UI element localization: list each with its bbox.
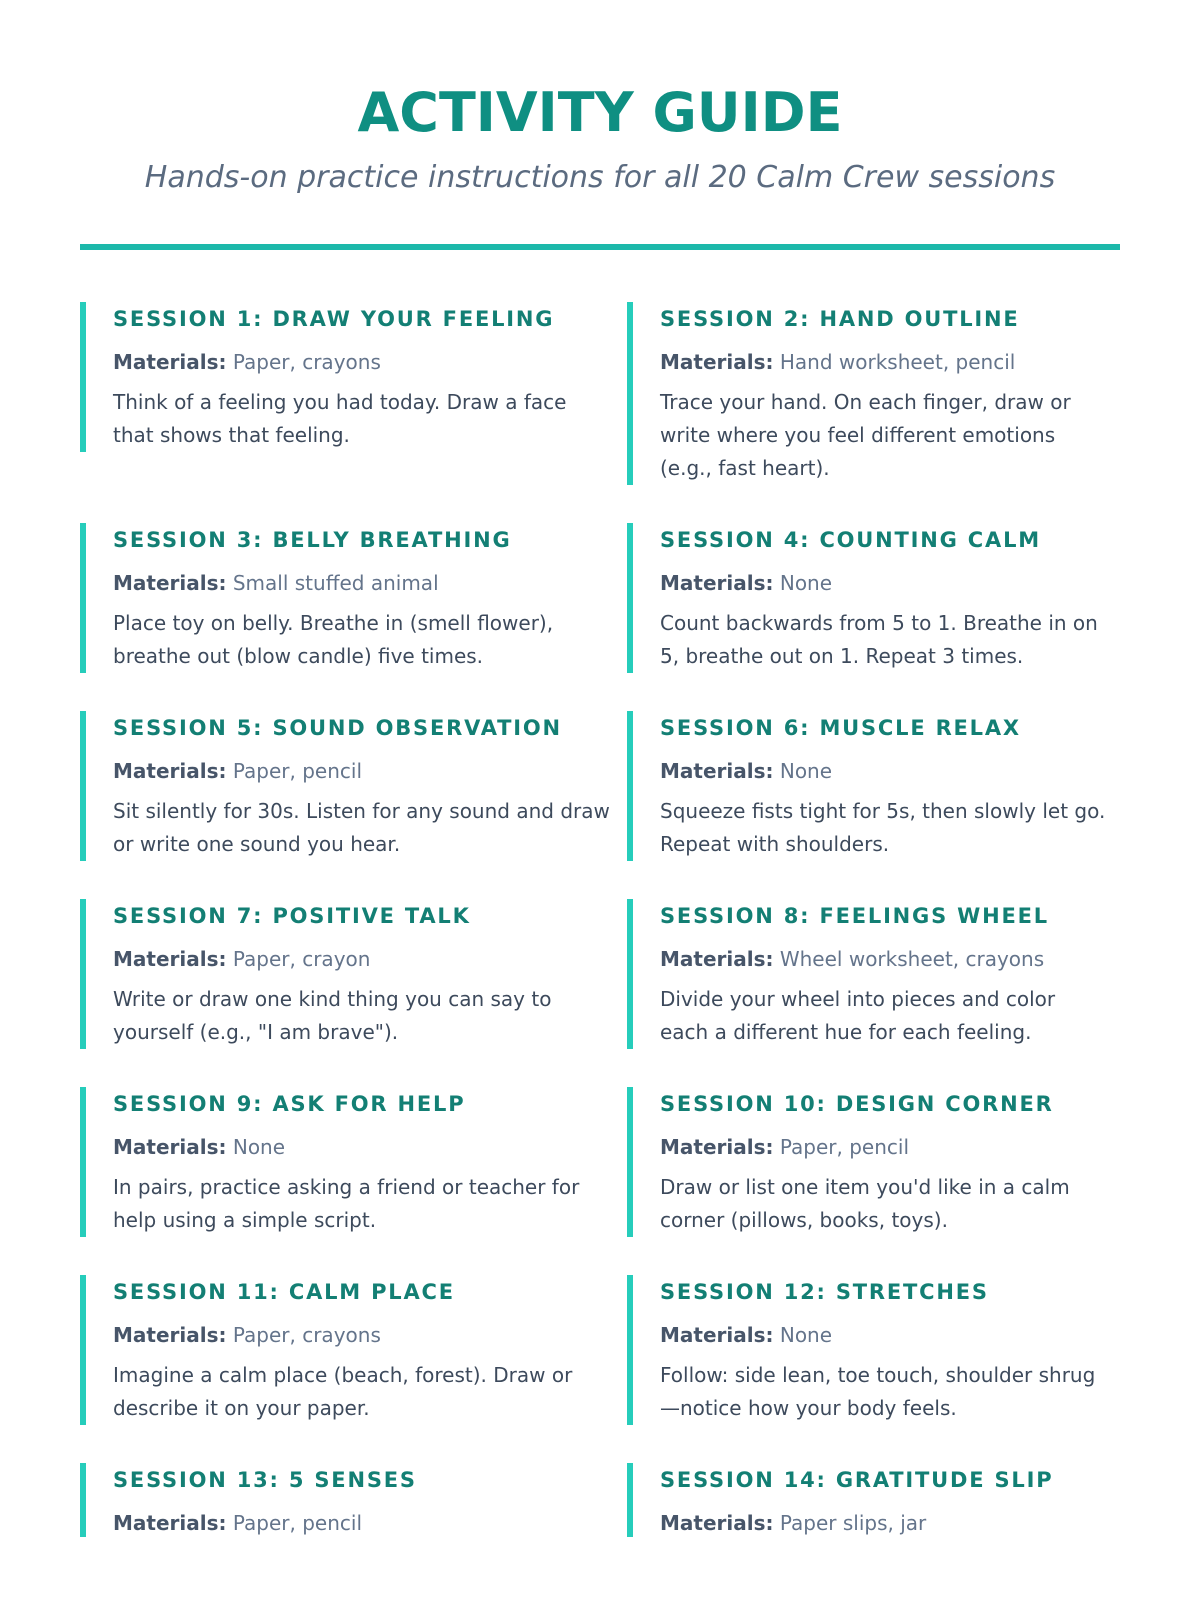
materials-value: Paper, pencil: [232, 759, 362, 783]
session-cell-4: [627, 523, 1120, 711]
session-materials: [660, 569, 1120, 597]
session-title: SESSION 1: DRAW YOUR FEELING: [113, 307, 555, 331]
session-materials: [113, 1133, 627, 1161]
session-card-3: [80, 523, 627, 673]
materials-label: Materials:: [113, 1135, 227, 1159]
materials-value: Paper, crayon: [232, 947, 371, 971]
materials-label: Materials:: [660, 1511, 774, 1535]
materials-label: Materials:: [660, 947, 774, 971]
materials-value: Paper slips, jar: [779, 1511, 927, 1535]
materials-label: Materials:: [113, 1511, 227, 1535]
session-title: SESSION 12: STRETCHES: [660, 1280, 989, 1304]
materials-value: None: [779, 1323, 833, 1347]
materials-value: Paper, crayons: [232, 350, 381, 374]
page-title: ACTIVITY GUIDE: [357, 81, 843, 144]
session-materials: [113, 945, 627, 973]
session-card-14: [627, 1463, 1120, 1537]
materials-label: Materials:: [660, 1135, 774, 1159]
session-card-11: [80, 1275, 627, 1425]
session-materials: [113, 1509, 627, 1537]
session-description: Write or draw one kind thing you can say to yourself (e.g., "I am brave").: [113, 987, 552, 1044]
session-description: Sit silently for 30s. Listen for any sound and draw or write one sound you hear.: [113, 799, 610, 856]
session-title: SESSION 7: POSITIVE TALK: [113, 904, 471, 928]
materials-label: Materials:: [113, 759, 227, 783]
materials-value: Wheel worksheet, crayons: [779, 947, 1045, 971]
session-materials: [660, 1509, 1120, 1537]
session-title: SESSION 10: DESIGN CORNER: [660, 1092, 1054, 1116]
session-cell-12: [627, 1275, 1120, 1463]
materials-value: Paper, pencil: [779, 1135, 909, 1159]
session-description: Think of a feeling you had today. Draw a face that shows that feeling.: [113, 390, 567, 447]
materials-value: None: [779, 759, 833, 783]
materials-label: Materials:: [660, 571, 774, 595]
materials-label: Materials:: [660, 1323, 774, 1347]
session-grid: [80, 302, 1120, 1575]
session-description: Trace your hand. On each finger, draw or write where you feel different emotions (e.g., fast heart).: [660, 390, 1071, 480]
session-card-13: [80, 1463, 627, 1537]
session-cell-1: [80, 302, 627, 523]
session-materials: [660, 348, 1120, 376]
session-card-6: [627, 711, 1120, 861]
session-materials: [113, 569, 627, 597]
session-materials: [660, 1133, 1120, 1161]
session-title: SESSION 2: HAND OUTLINE: [660, 307, 1020, 331]
page-subtitle: Hands-on practice instructions for all 20 Calm Crew sessions: [144, 160, 1056, 195]
session-description: Squeeze fists tight for 5s, then slowly let go. Repeat with shoulders.: [660, 799, 1106, 856]
session-title: SESSION 5: SOUND OBSERVATION: [113, 716, 562, 740]
session-materials: [660, 945, 1120, 973]
session-card-10: [627, 1087, 1120, 1237]
session-card-5: [80, 711, 627, 861]
page-header: [80, 0, 1120, 198]
materials-label: Materials:: [113, 571, 227, 595]
session-title: SESSION 14: GRATITUDE SLIP: [660, 1468, 1054, 1492]
materials-label: Materials:: [113, 947, 227, 971]
session-cell-8: [627, 899, 1120, 1087]
session-cell-2: [627, 302, 1120, 523]
session-title: SESSION 3: BELLY BREATHING: [113, 528, 512, 552]
session-description: In pairs, practice asking a friend or teacher for help using a simple script.: [113, 1175, 580, 1232]
session-description: Divide your wheel into pieces and color each a different hue for each feeling.: [660, 987, 1056, 1044]
session-title: SESSION 13: 5 SENSES: [113, 1468, 417, 1492]
session-cell-5: [80, 711, 627, 899]
session-cell-13: [80, 1463, 627, 1575]
materials-value: Small stuffed animal: [232, 571, 439, 595]
materials-label: Materials:: [660, 759, 774, 783]
session-cell-10: [627, 1087, 1120, 1275]
session-card-8: [627, 899, 1120, 1049]
session-description: Imagine a calm place (beach, forest). Draw or describe it on your paper.: [113, 1363, 573, 1420]
session-title: SESSION 8: FEELINGS WHEEL: [660, 904, 1049, 928]
session-title: SESSION 6: MUSCLE RELAX: [660, 716, 1021, 740]
session-description: Place toy on belly. Breathe in (smell flower), breathe out (blow candle) five times.: [113, 611, 554, 668]
session-card-4: [627, 523, 1120, 673]
session-description: Count backwards from 5 to 1. Breathe in on 5, breathe out on 1. Repeat 3 times.: [660, 611, 1098, 668]
session-title: SESSION 11: CALM PLACE: [113, 1280, 455, 1304]
session-cell-7: [80, 899, 627, 1087]
header-divider: [80, 244, 1120, 250]
materials-value: None: [232, 1135, 286, 1159]
session-card-9: [80, 1087, 627, 1237]
session-title: SESSION 4: COUNTING CALM: [660, 528, 1041, 552]
materials-value: None: [779, 571, 833, 595]
materials-label: Materials:: [660, 350, 774, 374]
session-card-1: [80, 302, 627, 452]
materials-value: Hand worksheet, pencil: [779, 350, 1016, 374]
session-cell-14: [627, 1463, 1120, 1575]
materials-label: Materials:: [113, 1323, 227, 1347]
session-materials: [660, 757, 1120, 785]
session-materials: [660, 1321, 1120, 1349]
session-cell-3: [80, 523, 627, 711]
materials-value: Paper, pencil: [232, 1511, 362, 1535]
session-cell-11: [80, 1275, 627, 1463]
materials-value: Paper, crayons: [232, 1323, 381, 1347]
session-card-12: [627, 1275, 1120, 1425]
session-materials: [113, 757, 627, 785]
session-materials: [113, 348, 627, 376]
session-description: Follow: side lean, toe touch, shoulder shrug—notice how your body feels.: [660, 1363, 1096, 1420]
session-title: SESSION 9: ASK FOR HELP: [113, 1092, 466, 1116]
session-description: Draw or list one item you'd like in a calm corner (pillows, books, toys).: [660, 1175, 1070, 1232]
session-card-2: [627, 302, 1120, 485]
materials-label: Materials:: [113, 350, 227, 374]
session-cell-9: [80, 1087, 627, 1275]
session-cell-6: [627, 711, 1120, 899]
session-card-7: [80, 899, 627, 1049]
session-materials: [113, 1321, 627, 1349]
